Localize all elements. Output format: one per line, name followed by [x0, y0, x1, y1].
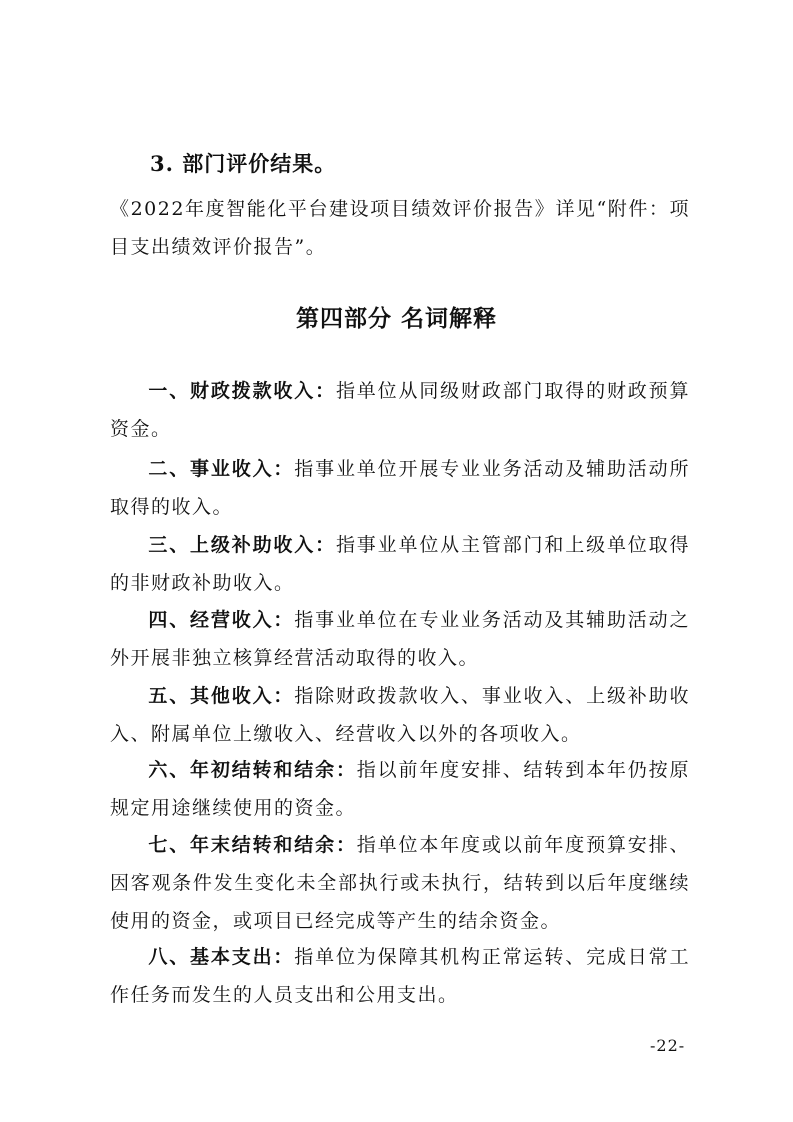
definition-paragraph-6 [110, 751, 690, 827]
definition-text: 指除财政拨款收入、事业收入、上级补助收入、附属单位上缴收入、经营收入以外的各项收入。 [110, 685, 690, 745]
definition-term: 二、事业收入： [148, 458, 295, 480]
definition-paragraph-3 [110, 526, 690, 602]
definition-text: 指单位为保障其机构正常运转、完成日常工作任务而发生的人员支出和公用支出。 [110, 946, 690, 1006]
definition-paragraph-7 [110, 826, 690, 940]
definition-term: 八、基本支出： [148, 946, 295, 968]
section-body-text: 《2022年度智能化平台建设项目绩效评价报告》详见“附件：项目支出绩效评价报告”。 [110, 198, 690, 258]
definition-term: 三、上级补助收入： [148, 534, 336, 556]
definition-term: 五、其他收入： [148, 685, 295, 707]
definition-paragraph-2 [110, 450, 690, 526]
definition-paragraph-8 [110, 938, 690, 1014]
definition-text: 指以前年度安排、结转到本年仍按原规定用途继续使用的资金。 [110, 759, 690, 819]
definition-paragraph-5 [110, 677, 690, 753]
definition-term: 一、财政拨款收入： [148, 380, 336, 402]
definition-paragraph-1 [110, 372, 690, 448]
definition-term: 四、经营收入： [148, 609, 295, 631]
definition-text: 指事业单位在专业业务活动及其辅助活动之外开展非独立核算经营活动取得的收入。 [110, 609, 690, 669]
part-title: 第四部分 名词解释 [295, 305, 497, 332]
definition-text: 指事业单位开展专业业务活动及辅助活动所取得的收入。 [110, 458, 690, 518]
section-body-paragraph [110, 190, 690, 266]
definition-text: 指单位从同级财政部门取得的财政预算资金。 [110, 380, 690, 440]
section-heading: 3. 部门评价结果。 [150, 151, 337, 176]
definition-text: 指单位本年度或以前年度预算安排、因客观条件发生变化未全部执行或未执行，结转到以后年度继续使用的资金，或项目已经完成等产生的结余资金。 [110, 834, 690, 932]
definition-term: 六、年初结转和结余： [148, 759, 357, 781]
definition-text: 指事业单位从主管部门和上级单位取得的非财政补助收入。 [110, 534, 690, 594]
page-number: -22- [650, 1036, 686, 1055]
definition-term: 七、年末结转和结余： [148, 834, 357, 856]
definition-paragraph-4 [110, 601, 690, 677]
